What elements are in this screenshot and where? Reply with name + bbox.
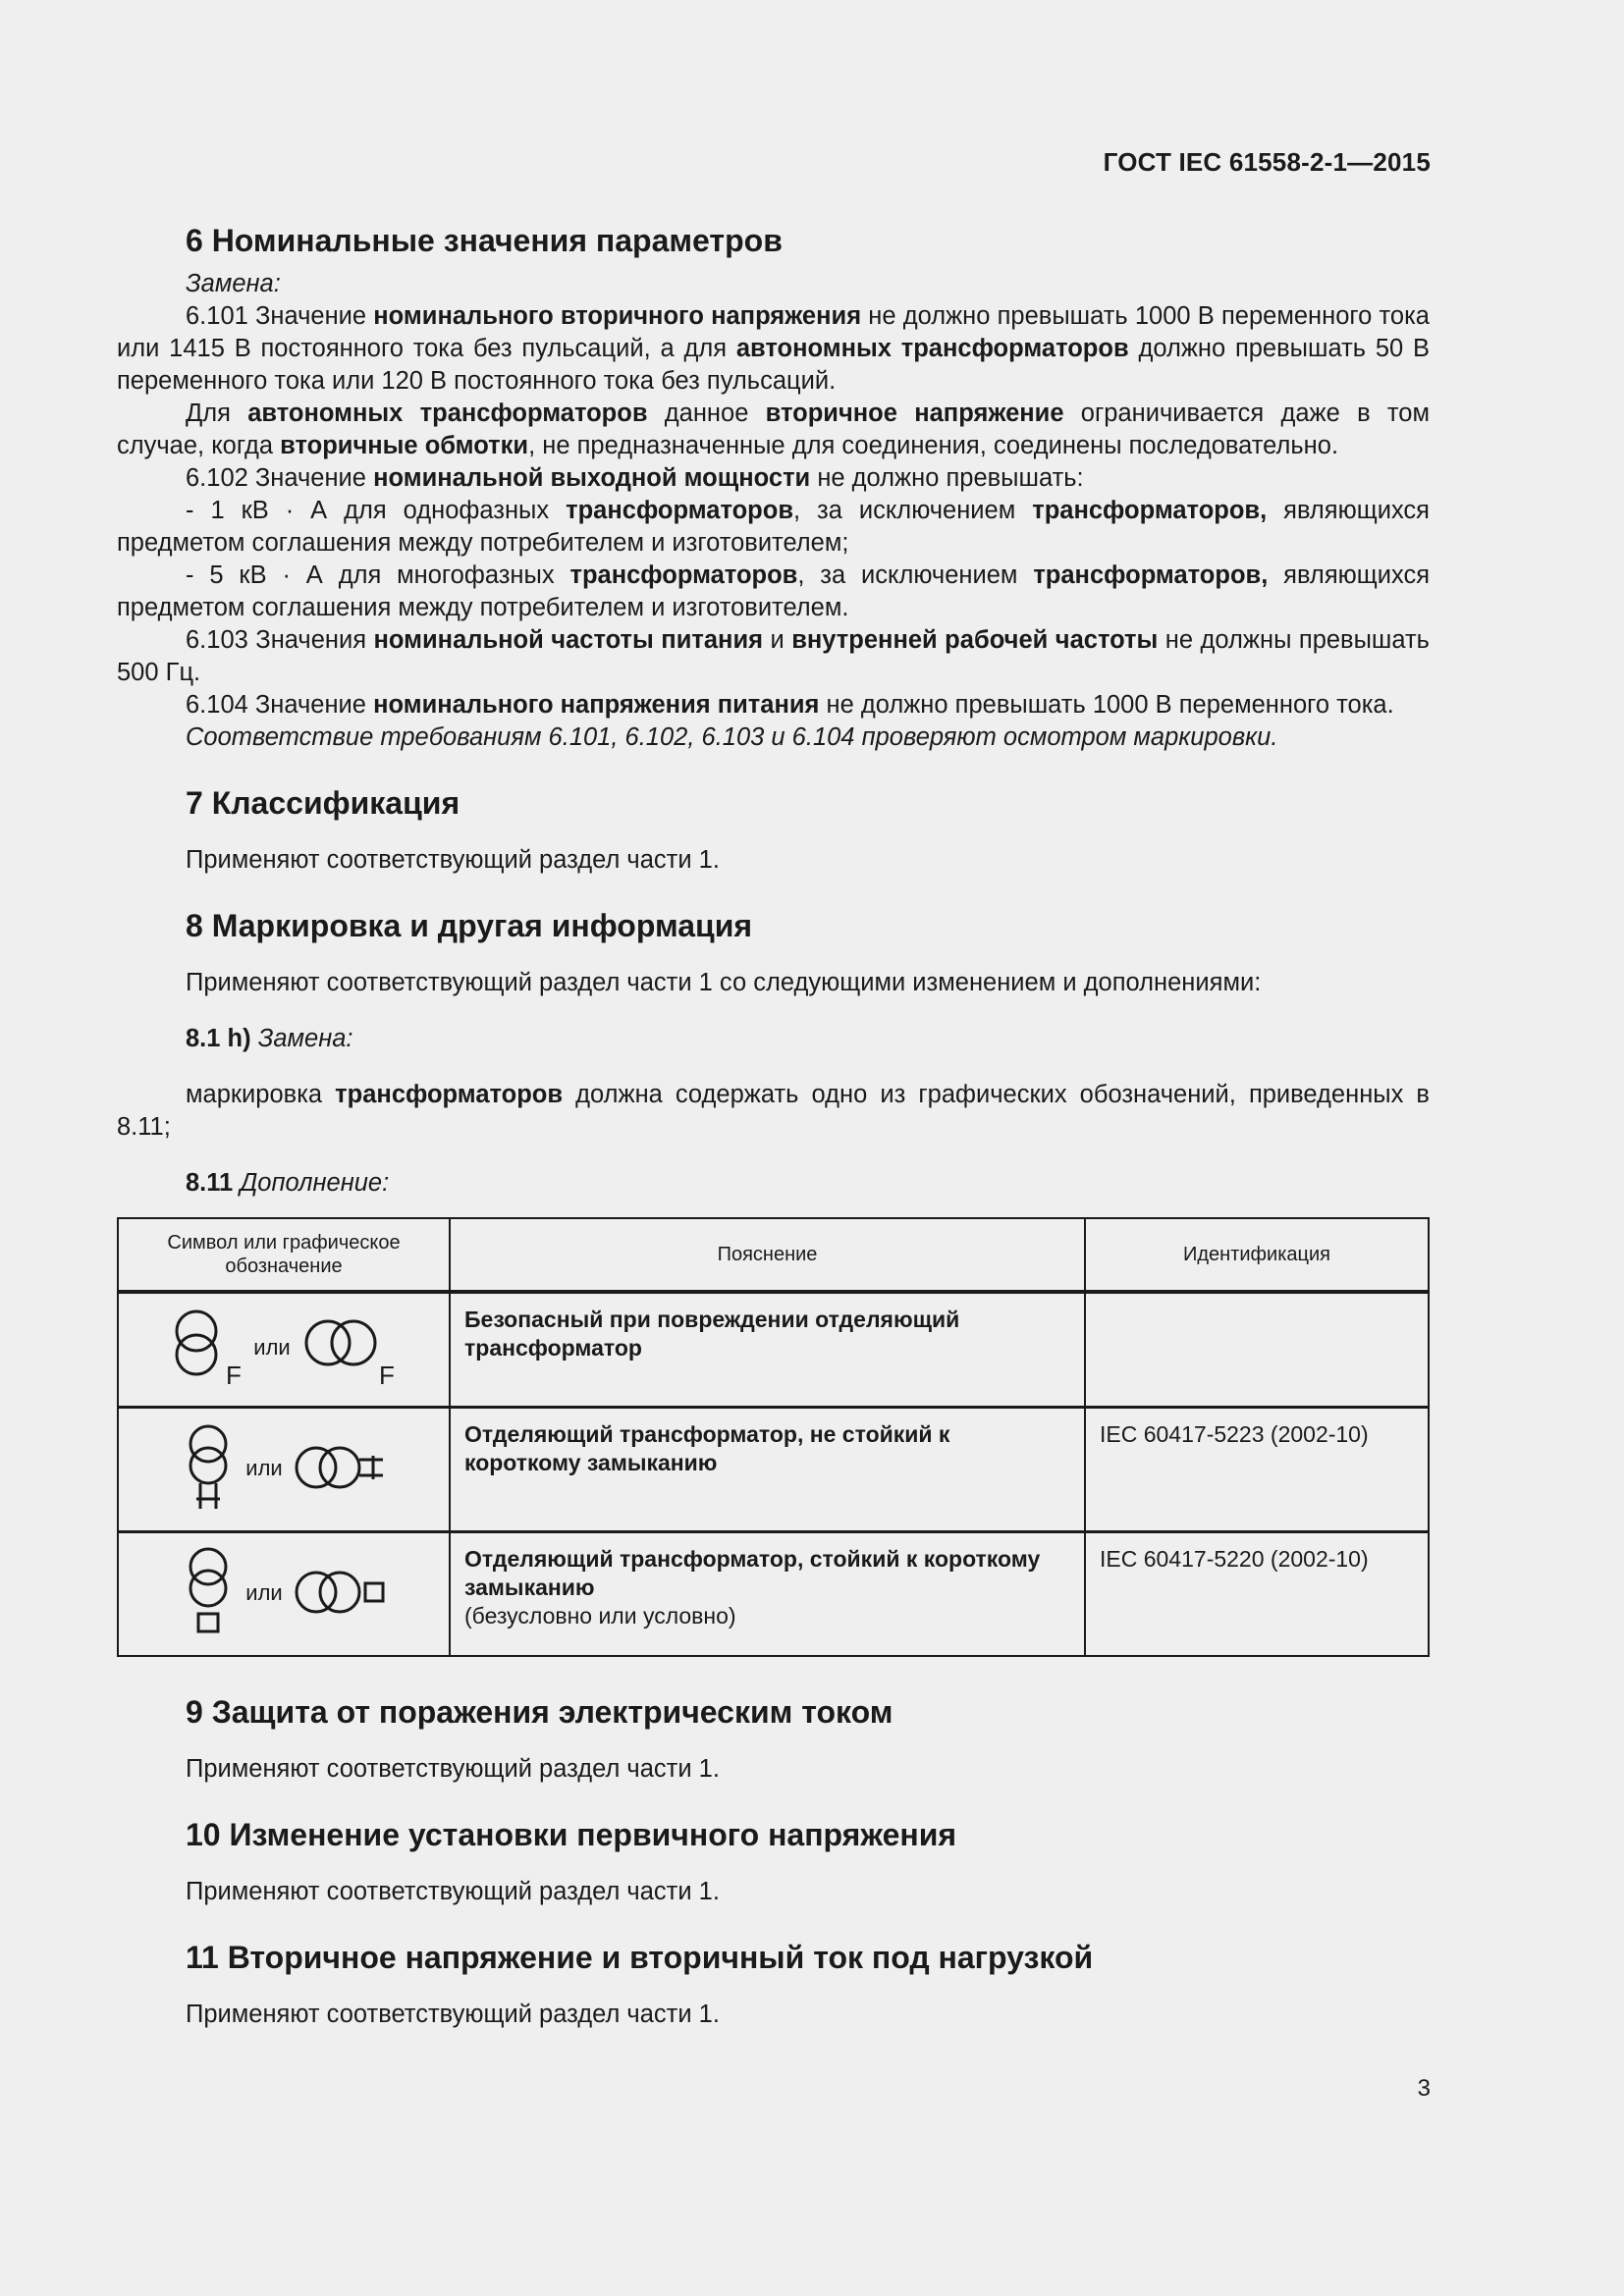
section-7-title: 7 Классификация xyxy=(186,785,460,821)
compliance-note: Соответствие требованиям 6.101, 6.102, 6.103 и 6.104 проверяют осмотром маркировки. xyxy=(186,723,1278,751)
non-short-circuit-proof-vertical-icon xyxy=(179,1420,238,1515)
table-header-row xyxy=(118,1218,1429,1292)
table-row xyxy=(118,1532,1429,1657)
page-number: 3 xyxy=(1417,2075,1431,2102)
or-label: или xyxy=(245,1455,283,1480)
fail-safe-transformer-horizontal-icon xyxy=(298,1306,397,1388)
document-header: ГОСТ IEC 61558-2-1—2015 xyxy=(1103,147,1431,177)
fail-safe-transformer-vertical-icon xyxy=(171,1306,245,1388)
section-11-text: Применяют соответствующий раздел части 1. xyxy=(186,2001,720,2028)
page-content xyxy=(117,221,1430,2031)
explanation-cell: Отделяющий трансформатор, не стойкий к короткому замыканию xyxy=(450,1408,1085,1532)
section-8-text: Применяют соответствующий раздел части 1 со следующими изменением и дополнениями: xyxy=(186,969,1262,996)
para-6-104: 6.104 Значение номинального напряжения питания не должно превышать 1000 В переменного тока. xyxy=(186,691,1394,719)
section-9-title: 9 Защита от поражения электрическим током xyxy=(186,1694,893,1730)
identification-cell xyxy=(1085,1292,1429,1408)
replace-label: Замена: xyxy=(186,270,281,297)
list-item-1: - 1 кВ · А для однофазных трансформаторов, за исключением трансформаторов, являющихся предметом соглашения между потребителем и изготовителем; xyxy=(117,497,1430,557)
symbols-table xyxy=(117,1217,1430,1657)
explanation-cell: Отделяющий трансформатор, стойкий к короткому замыканию (безусловно или условно) xyxy=(450,1532,1085,1657)
para-6-101: 6.101 Значение номинального вторичного напряжения не должно превышать 1000 В переменного тока или 1415 В постоянного тока без пульсаций, а для автономных трансформаторов должно превышать 50 В переменного тока или 120 В постоянного тока без пульсаций. xyxy=(117,302,1431,395)
table-header-symbol: Символ или графическое обозначение xyxy=(118,1218,450,1292)
explanation-cell: Безопасный при повреждении отделяющий трансформатор xyxy=(450,1292,1085,1408)
section-9-text: Применяют соответствующий раздел части 1. xyxy=(186,1755,720,1783)
section-6-title: 6 Номинальные значения параметров xyxy=(186,223,783,258)
or-label: или xyxy=(253,1334,291,1360)
section-11-title: 11 Вторичное напряжение и вторичный ток под нагрузкой xyxy=(186,1940,1094,1975)
symbol-cell-non-short-circuit-proof xyxy=(118,1408,450,1532)
clause-8-1-h-text: маркировка трансформаторов должна содержать одно из графических обозначений, приведенных в 8.11; xyxy=(117,1081,1430,1141)
para-autonomous: Для автономных трансформаторов данное вторичное напряжение ограничивается даже в том случае, когда вторичные обмотки, не предназначенные для соединения, соединены последовательно. xyxy=(117,400,1430,459)
clause-8-1-h: 8.1 h) Замена: xyxy=(186,1025,353,1052)
svg-text:F: F xyxy=(378,1361,395,1388)
non-short-circuit-proof-horizontal-icon xyxy=(291,1433,389,1502)
short-circuit-proof-horizontal-icon xyxy=(291,1558,389,1627)
symbol-cell-fail-safe xyxy=(118,1292,450,1408)
table-row xyxy=(118,1408,1429,1532)
section-10-title: 10 Изменение установки первичного напряжения xyxy=(186,1817,957,1852)
table-header-explanation: Пояснение xyxy=(450,1218,1085,1292)
table-header-identification: Идентификация xyxy=(1085,1218,1429,1292)
symbol-cell-short-circuit-proof xyxy=(118,1532,450,1657)
clause-8-11: 8.11 Дополнение: xyxy=(186,1169,390,1197)
list-item-2: - 5 кВ · А для многофазных трансформаторов, за исключением трансформаторов, являющихся предметом соглашения между потребителем и изготовителем. xyxy=(117,561,1430,621)
section-7-text: Применяют соответствующий раздел части 1. xyxy=(186,846,720,874)
identification-cell: IEC 60417-5223 (2002-10) xyxy=(1085,1408,1429,1532)
short-circuit-proof-vertical-icon xyxy=(179,1545,238,1639)
identification-cell: IEC 60417-5220 (2002-10) xyxy=(1085,1532,1429,1657)
or-label: или xyxy=(245,1579,283,1605)
para-6-103: 6.103 Значения номинальной частоты питания и внутренней рабочей частоты не должны превышать 500 Гц. xyxy=(117,626,1430,686)
section-10-text: Применяют соответствующий раздел части 1. xyxy=(186,1878,720,1905)
section-8-title: 8 Маркировка и другая информация xyxy=(186,908,753,943)
table-row xyxy=(118,1292,1429,1408)
svg-text:F: F xyxy=(226,1361,243,1388)
para-6-102: 6.102 Значение номинальной выходной мощности не должно превышать: xyxy=(186,464,1084,492)
